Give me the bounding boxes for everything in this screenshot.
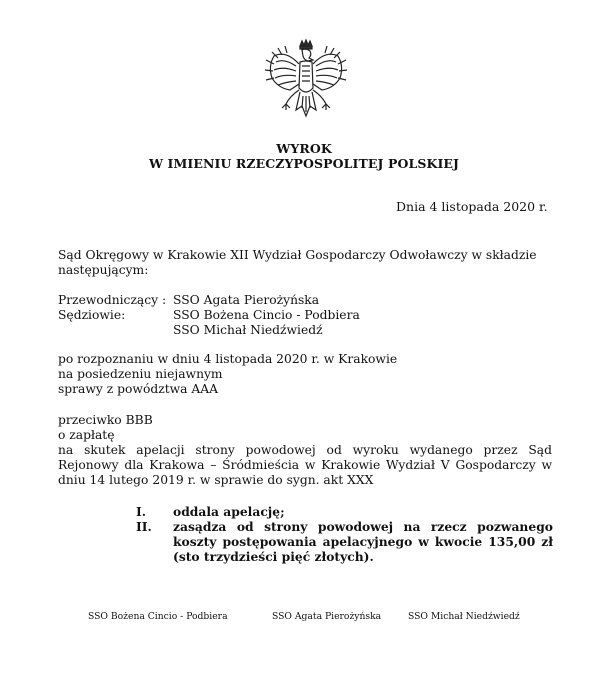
ruling-text-line-1: zasądza od strony powodowej na rzecz pozwanego xyxy=(173,519,553,534)
ruling-list xyxy=(0,504,608,584)
polish-eagle-emblem-icon xyxy=(256,38,356,138)
court-line-2: następującym: xyxy=(58,263,149,277)
judges-label: Sędziowie: xyxy=(58,308,126,322)
ruling-text-line-3: (sto trzydzieści pięć złotych). xyxy=(173,549,374,564)
judge-1-name: SSO Bożena Cincio - Podbiera xyxy=(173,308,360,322)
chair-name: SSO Agata Pierożyńska xyxy=(173,293,320,307)
ruling-text: oddala apelację; xyxy=(173,504,285,519)
proceedings-line-3: sprawy z powództwa AAA xyxy=(58,382,219,396)
case-subject: o zapłatę xyxy=(58,428,115,442)
signature-2: SSO Agata Pierożyńska xyxy=(272,611,382,622)
judgment-date: Dnia 4 listopada 2020 r. xyxy=(396,199,548,214)
appeal-line-1: na skutek apelacji strony powodowej od wyroku wydanego przez Sąd xyxy=(58,443,552,457)
document-subtitle: W IMIENIU RZECZYPOSPOLITEJ POLSKIEJ xyxy=(148,156,460,171)
appeal-line-3: dniu 14 lutego 2019 r. w sprawie do sygn. akt XXX xyxy=(58,473,374,487)
signature-3: SSO Michał Niedźwiedź xyxy=(408,611,520,622)
appeal-line-2: Rejonowy dla Krakowa – Śródmieścia w Krakowie Wydział V Gospodarczy w xyxy=(58,458,552,472)
chair-label: Przewodniczący : xyxy=(58,293,167,307)
against-party: przeciwko BBB xyxy=(58,413,153,427)
signature-1: SSO Bożena Cincio - Podbiera xyxy=(88,611,228,622)
ruling-number: II. xyxy=(136,519,152,534)
proceedings-line-2: na posiedzeniu niejawnym xyxy=(58,367,223,381)
document-title: WYROK xyxy=(276,141,332,156)
ruling-number: I. xyxy=(136,504,147,519)
appeal-paragraph xyxy=(58,443,552,488)
proceedings-line-1: po rozpoznaniu w dniu 4 listopada 2020 r. w Krakowie xyxy=(58,352,398,366)
judge-2-name: SSO Michał Niedźwiedź xyxy=(173,323,323,337)
ruling-text-line-2: koszty postępowania apelacyjnego w kwocie 135,00 zł xyxy=(173,534,553,549)
court-line-1: Sąd Okręgowy w Krakowie XII Wydział Gospodarczy Odwoławczy w składzie xyxy=(58,248,537,262)
